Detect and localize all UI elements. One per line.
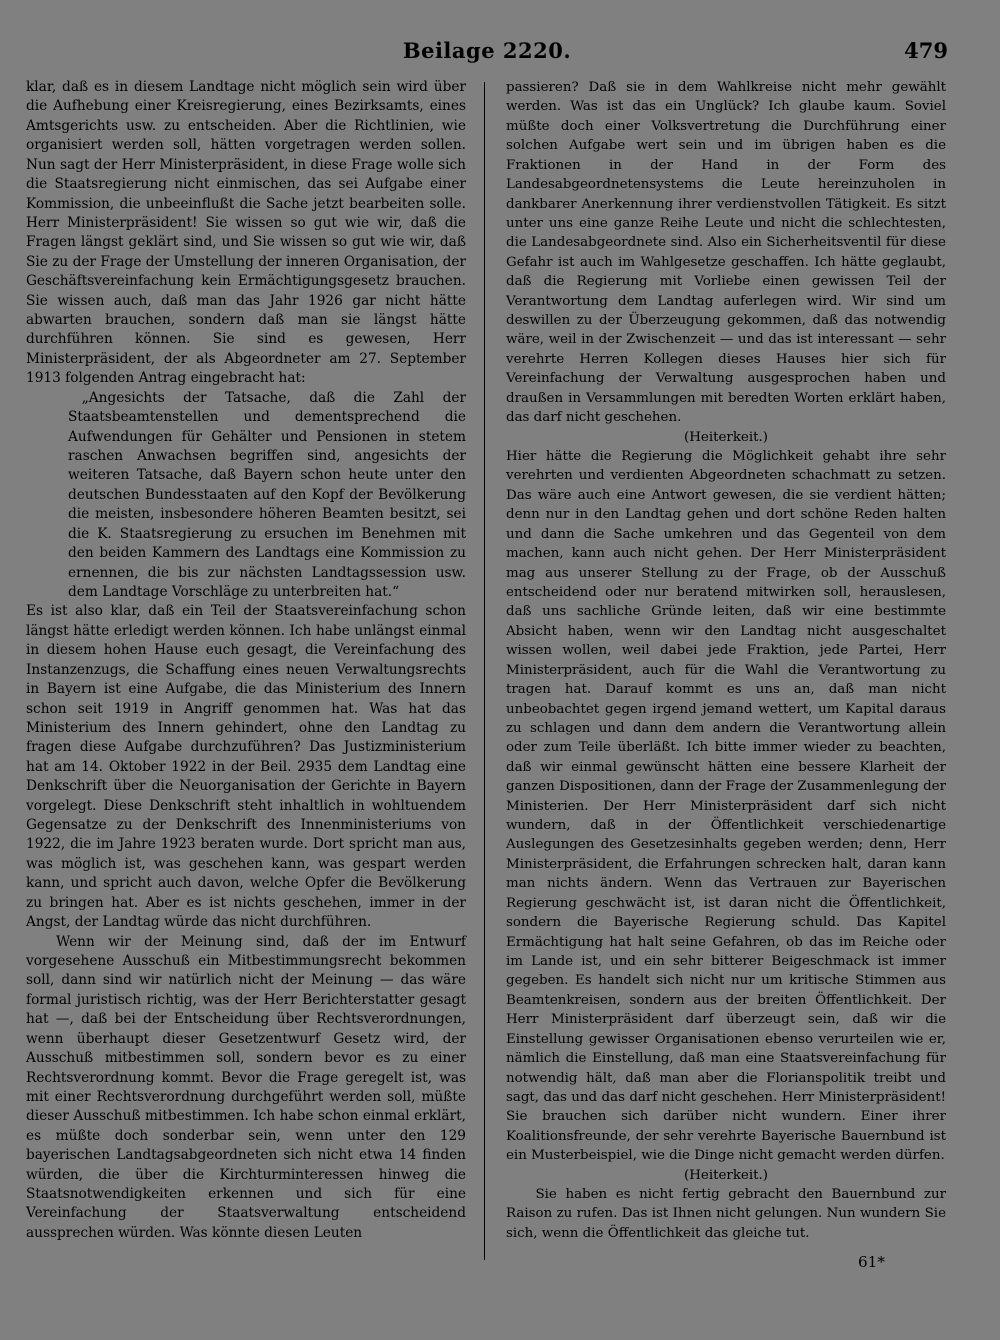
page-header bbox=[26, 38, 948, 74]
left-column bbox=[26, 78, 466, 1243]
column-divider bbox=[484, 82, 485, 1260]
interjection-laughter: (Heiterkeit.) bbox=[684, 1167, 768, 1183]
paragraph: Wenn wir der Meinung sind, daß der im Entwurf vorgesehene Ausschuß ein Mitbestimmungsrecht bekommen soll, dann sind wir natürlich nicht der Meinung — das wäre formal juristisch richtig, was der Herr Berichterstatter gesagt hat —, daß bei der Entscheidung über Rechtsverordnungen, wenn überhaupt dieser Gesetzentwurf Gesetz wird, der Ausschuß mitbestimmen soll, sondern bevor es zu einer Rechtsverordnung kommt. Bevor die Frage geregelt ist, was mit einer Rechtsverordnung durchgeführt werden soll, müßte dieser Ausschuß mitbestimmen. Ich habe schon einmal erklärt, es müßte doch sonderbar sein, wenn unter den 129 bayerischen Landtagsabgeordneten sich nicht etwa 14 finden würden, die über die Kirchturminteressen hinweg die Staatsnotwendigkeiten erkennen und sich für eine Vereinfachung der Staatsverwaltung entscheidend aussprechen würden. Was könnte diesen Leuten bbox=[26, 933, 466, 1241]
right-column bbox=[506, 78, 946, 1243]
paragraph: Hier hätte die Regierung die Möglichkeit gehabt ihre sehr verehrten und verdienten Abgeordneten schachmatt zu setzen. Das wäre auch eine Antwort gewesen, die sie verdient hätten; denn nur in den Landtag gehen und dort schöne Reden halten und dann die Sache umkehren und das Gegenteil von dem machen, kann auch nicht gehen. Der Herr Ministerpräsident mag aus unserer Stellung zu der Frage, ob der Ausschuß entscheidend oder nur beratend mitwirken soll, herauslesen, daß uns sachliche Gründe leiten, daß wir eine bestimmte Absicht haben, wenn wir den Landtag nicht ausgeschaltet wissen wollen, weil dabei jede Fraktion, jede Partei, Herr Ministerpräsident, auch für die Wahl die Verantwortung zu tragen hat. Darauf kommt es uns an, daß man nicht unbeobachtet gegen irgend jemand wettert, um Kapital daraus zu schlagen und dann dem andern die Verantwortung allein oder zum Teile überläßt. Ich bitte immer wieder zu beachten, daß wir einmal gewünscht hätten eine bessere Klarheit der ganzen Dispositionen, dann der Frage der Zusammenlegung der Ministerien. Der Herr Ministerpräsident darf sich nicht wundern, daß in der Öffentlichkeit verschiedenartige Auslegungen des Gesetzesinhalts gegeben werden; denn, Herr Ministerpräsident, die Erfahrungen schrecken halt, daran kann man nichts ändern. Wenn das Vertrauen zur Bayerischen Regierung geschwächt ist, ist daran nicht die Öffentlichkeit, sondern die Bayerische Regierung schuld. Das Kapitel Ermächtigung hat halt seine Gefahren, ob das im Reiche oder im Lande ist, und ein sehr bitterer Beigeschmack ist immer gegeben. Es handelt sich nicht nur um kritische Stimmen aus Beamtenkreisen, sondern aus der breiten Öffentlichkeit. Der Herr Ministerpräsident darf überzeugt sein, daß wir die Einstellung gewisser Organisationen ebenso verurteilen wie er, nämlich die Einstellung, daß man eine Staatsvereinfachung für notwendig hält, daß man aber die Florianspolitik treibt und sagt, das und das darf nicht geschehen. Herr Ministerpräsident! Sie brauchen sich darüber nicht wundern. Einer ihrer Koalitionsfreunde, der sehr verehrte Bayerische Bauernbund ist ein Musterbeispiel, wie die Dinge nicht gemacht werden dürfen. bbox=[506, 449, 946, 1164]
running-title: Beilage 2220. bbox=[402, 38, 572, 63]
page-number: 479 bbox=[904, 38, 948, 63]
interjection-laughter: (Heiterkeit.) bbox=[684, 429, 768, 445]
signature-mark: 61* bbox=[858, 1253, 885, 1271]
paragraph: Sie haben es nicht fertig gebracht den Bauernbund zur Raison zu rufen. Das ist Ihnen nicht gelungen. Nun wundern Sie sich, wenn die Öffentlichkeit das gleiche tut. bbox=[506, 1187, 946, 1241]
paragraph: Es ist also klar, daß ein Teil der Staatsvereinfachung schon längst hätte erledigt werden können. Ich habe unlängst einmal in diesem hohen Hause euch gesagt, die Vereinfachung des Instanzenzugs, die Schaffung eines neuen Verwaltungsrechts in Bayern ist eine Aufgabe, die das Ministerium des Innern schon seit 1919 in Angriff genommen hat. Was hat das Ministerium des Innern gehindert, ohne den Landtag zu fragen diese Aufgabe durchzuführen? Das Justizministerium hat am 14. Oktober 1922 in der Beil. 2935 dem Landtag eine Denkschrift über die Neuorganisation der Gerichte in Bayern vorgelegt. Diese Denkschrift steht inhaltlich in wohltuendem Gegensatze zu der Denkschrift des Innenministeriums von 1922, die im Jahre 1923 beraten wurde. Dort spricht man aus, was möglich ist, was geschehen kann, was gespart werden kann, und spricht auch davon, welche Opfer die Bevölkerung zu bringen hat. Aber es ist nichts geschehen, immer in der Angst, der Landtag würde das nicht durchführen. bbox=[26, 603, 466, 931]
paragraph: klar, daß es in diesem Landtage nicht möglich sein wird über die Aufhebung einer Kreisregierung, eines Bezirksamts, eines Amtsgerichts usw. zu entscheiden. Aber die Richtlinien, wie organisiert werden soll, hätten vorgetragen werden sollen. Nun sagt der Herr Ministerpräsident, in diese Frage wolle sich die Staatsregierung nicht einmischen, das sei Aufgabe einer Kommission, die unbeeinflußt die Sache jetzt bearbeiten solle. Herr Ministerpräsident! Sie wissen so gut wie wir, daß die Fragen längst geklärt sind, und Sie wissen so gut wie wir, daß Sie zu der Frage der Umstellung der inneren Organisation, der Geschäftsvereinfachung kein Ermächtigungsgesetz brauchen. Sie wissen auch, daß man das Jahr 1926 gar nicht hätte abwarten brauchen, sondern daß man sie längst hätte durchführen können. Sie sind es gewesen, Herr Ministerpräsident, der als Abgeordneter am 27. September 1913 folgenden Antrag eingebracht hat: bbox=[26, 79, 466, 387]
paragraph: passieren? Daß sie in dem Wahlkreise nicht mehr gewählt werden. Was ist das ein Unglück? Ich glaube kaum. Soviel müßte doch einer Volksvertretung die Durchführung einer solchen Aufgabe wert sein und im übrigen haben es die Fraktionen in der Hand in der Form des Landesabgeordnetensystems die Leute hereinzuholen in dankbarer Anerkennung ihrer verdienstvollen Tätigkeit. Es sitzt unter uns eine ganze Reihe Leute und nicht die schlechtesten, die Landesabgeordnete sind. Also ein Sicherheitsventil für diese Gefahr ist auch im Wahlgesetze geschaffen. Ich hätte geglaubt, daß die Regierung mit Vorliebe einen gewissen Teil der Verantwortung dem Landtag auferlegen wird. Wir sind um deswillen zu der Überzeugung gekommen, daß das notwendig wäre, weil in der Zwischenzeit — und das ist interessant — sehr verehrte Herren Kollegen dieses Hauses hier sich für Vereinfachung der Verwaltung ausgesprochen haben und draußen in Versammlungen mit beredten Worten erklärt haben, das darf nicht geschehen. bbox=[506, 80, 946, 426]
quoted-motion: „Angesichts der Tatsache, daß die Zahl der Staatsbeamtenstellen und dementsprechend die Aufwendungen für Gehälter und Pensionen in stetem raschen Anwachsen begriffen sind, angesichts der weiteren Tatsache, daß Bayern schon heute unter den deutschen Bundesstaaten auf den Kopf der Bevölkerung die meisten, insbesondere höheren Beamten besitzt, sei die K. Staatsregierung zu ersuchen im Benehmen mit den beiden Kammern des Landtags eine Kommission zu ernennen, die bis zur nächsten Landtagssession usw. dem Landtage Vorschläge zu unterbreiten hat.“ bbox=[68, 389, 466, 600]
